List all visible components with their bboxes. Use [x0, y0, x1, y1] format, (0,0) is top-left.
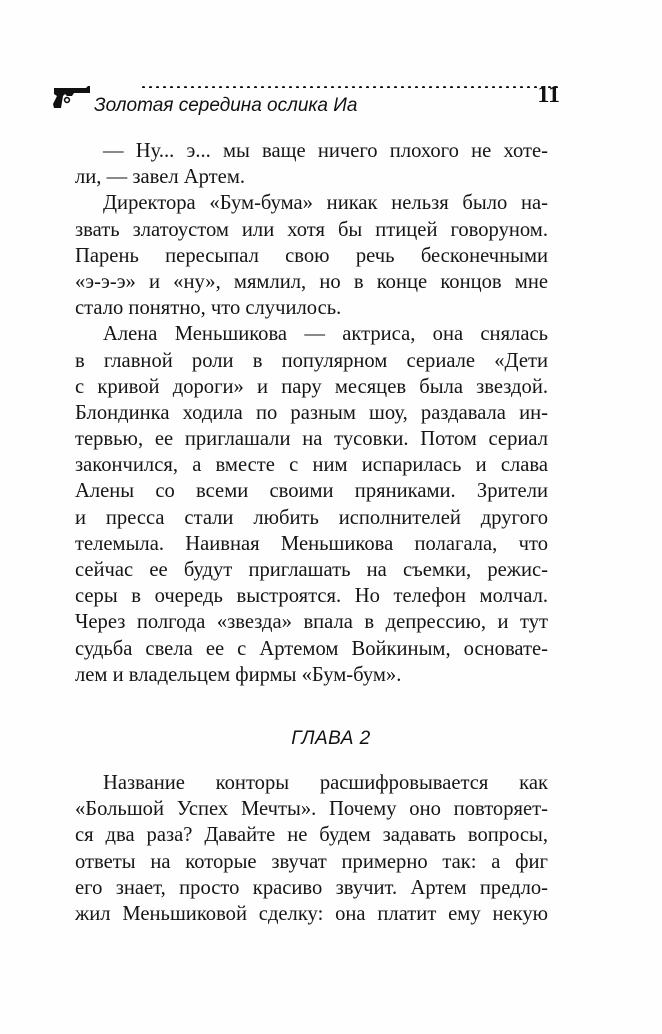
dot — [205, 86, 208, 88]
dot — [177, 86, 180, 88]
dot — [429, 86, 432, 88]
text-line: Через полгода «звезда» впала в депрессию, и тут — [75, 611, 548, 634]
dot — [191, 86, 194, 88]
dot — [485, 86, 488, 88]
dot — [492, 86, 495, 88]
dot — [261, 86, 264, 88]
dot — [317, 86, 320, 88]
dot — [506, 86, 509, 88]
body-text-section-2 — [75, 770, 548, 927]
text-line: — Ну... э... мы ваще ничего плохого не хоте- — [103, 140, 548, 162]
text-line: ли, — завел Артем. — [75, 166, 245, 189]
text-line: Название конторы расшифровывается как — [103, 772, 548, 794]
text-line: «э-э-э» и «ну», мямлил, но в конце концов мне — [75, 270, 548, 293]
running-title: Золотая середина ослика Иа — [94, 95, 358, 116]
dot — [289, 86, 292, 88]
text-line: стало понятно, что случилось. — [75, 297, 342, 320]
dot — [394, 86, 397, 88]
body-text-section-1 — [75, 138, 548, 688]
text-line: лем и владельцем фирмы «Бум-бум». — [75, 663, 402, 686]
dot — [471, 86, 474, 88]
dot — [352, 86, 355, 88]
dot — [324, 86, 327, 88]
chapter-title: ГЛАВА 2 — [291, 728, 371, 749]
dot — [219, 86, 222, 88]
dot — [415, 86, 418, 88]
text-line: закончился, а вместе с ним испарилась и слава — [75, 454, 548, 477]
dot — [254, 86, 257, 88]
dot — [366, 86, 369, 88]
text-line: в главной роли в популярном сериале «Дети — [75, 349, 548, 372]
dot — [499, 86, 502, 88]
dot — [149, 86, 152, 88]
dot — [198, 86, 201, 88]
text-line: Алены со всеми своими пряниками. Зрители — [75, 480, 548, 503]
dot — [247, 86, 250, 88]
dot — [478, 86, 481, 88]
dot — [380, 86, 383, 88]
text-line: судьба свела ее с Артемом Войкиным, основате- — [75, 637, 548, 660]
dot — [513, 86, 516, 88]
text-line: и пресса стали любить исполнителей другого — [75, 506, 548, 529]
dot — [422, 86, 425, 88]
text-line: Директора «Бум-бума» никак нельзя было на- — [103, 192, 548, 215]
dot — [359, 86, 362, 88]
dot — [296, 86, 299, 88]
dot — [275, 86, 278, 88]
text-line: ответы на которые звучат примерно так: а фиг — [75, 850, 548, 873]
text-line: тервью, ее приглашали на тусовки. Потом сериал — [75, 428, 548, 451]
dot — [443, 86, 446, 88]
dot — [233, 86, 236, 88]
text-line: серы в очередь выстроятся. Но телефон молчал. — [75, 585, 548, 608]
text-line: телемыла. Наивная Меньшикова полагала, что — [75, 532, 548, 555]
text-line: его знает, просто красиво звучит. Артем предло- — [75, 876, 548, 899]
text-line: Парень пересыпал свою речь бесконечными — [75, 244, 548, 267]
dot — [408, 86, 411, 88]
dot — [436, 86, 439, 88]
dot — [212, 86, 215, 88]
text-line: ся два раза? Давайте не будем задавать вопросы, — [75, 824, 548, 847]
dot — [520, 86, 523, 88]
page-number: 11 — [537, 82, 560, 108]
dot — [268, 86, 271, 88]
dot — [282, 86, 285, 88]
page-header — [52, 76, 560, 116]
text-line: Алена Меньшикова — актриса, она снялась — [103, 323, 548, 346]
dot — [464, 86, 467, 88]
dot — [142, 86, 145, 88]
revolver-icon — [52, 84, 92, 112]
dot — [170, 86, 173, 88]
dot — [184, 86, 187, 88]
dot — [163, 86, 166, 88]
text-line: с кривой дороги» и пару месяцев была звездой. — [75, 375, 548, 398]
text-line: сейчас ее будут приглашать на съемки, режис- — [75, 559, 548, 581]
dot — [387, 86, 390, 88]
text-line: «Большой Успех Мечты». Почему оно повторяет- — [75, 798, 548, 821]
dot — [401, 86, 404, 88]
text-line: Блондинка ходила по разным шоу, раздавала ин- — [75, 401, 548, 424]
dot — [303, 86, 306, 88]
dot — [457, 86, 460, 88]
dot — [450, 86, 453, 88]
dot — [240, 86, 243, 88]
dot — [373, 86, 376, 88]
dotted-rule — [142, 76, 562, 88]
dot — [226, 86, 229, 88]
dot — [338, 86, 341, 88]
text-line: звать златоустом или хотя бы птицей говоруном. — [75, 218, 548, 241]
dot — [345, 86, 348, 88]
text-line: жил Меньшиковой сделку: она платит ему некую — [75, 902, 548, 925]
dot — [310, 86, 313, 88]
dot — [156, 86, 159, 88]
dot — [331, 86, 334, 88]
